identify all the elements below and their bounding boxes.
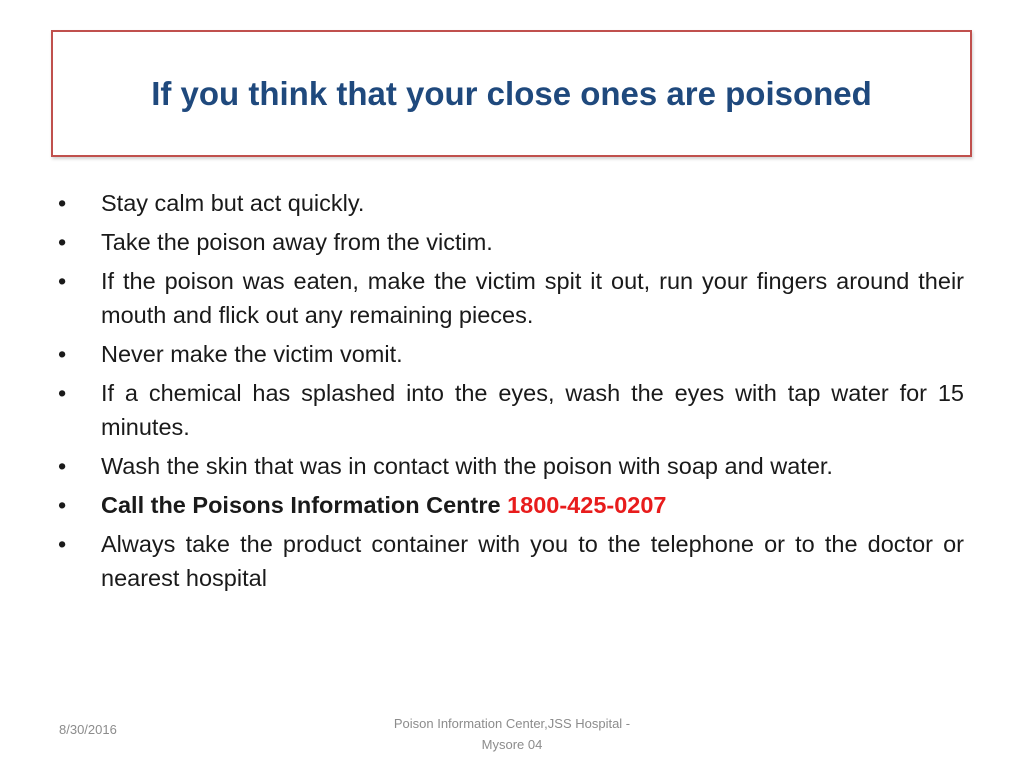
bullet-text: If a chemical has splashed into the eyes, wash the eyes with tap water for 15 minutes. xyxy=(101,380,964,440)
bullet-item xyxy=(58,527,964,595)
bullet-text: Take the poison away from the victim. xyxy=(101,229,493,255)
bullet-item xyxy=(58,186,964,220)
bullet-icon: • xyxy=(58,380,67,406)
bullet-item xyxy=(58,264,964,332)
bullet-icon: • xyxy=(58,229,67,255)
bullet-text: Always take the product container with you to the telephone or to the doctor or nearest hospital xyxy=(101,531,964,591)
bullet-text: If the poison was eaten, make the victim spit it out, run your fingers around their mouth and flick out any remaining pieces. xyxy=(101,268,964,328)
footer-date: 8/30/2016 xyxy=(59,722,117,737)
footer-source xyxy=(352,713,672,755)
bullet-text: Never make the victim vomit. xyxy=(101,341,403,367)
bullet-text: Wash the skin that was in contact with the poison with soap and water. xyxy=(101,453,833,479)
slide-title: If you think that your close ones are poisoned xyxy=(151,74,872,112)
bullet-item-call-centre xyxy=(58,488,964,522)
bullet-icon: • xyxy=(58,341,67,367)
bullet-icon: • xyxy=(58,492,67,518)
bullet-icon: • xyxy=(58,531,67,557)
footer-source-line2: Mysore 04 xyxy=(481,737,543,752)
call-centre-text: Call the Poisons Information Centre xyxy=(101,492,508,518)
footer-source-line1: Poison Information Center,JSS Hospital - xyxy=(393,716,631,731)
bullet-item xyxy=(58,225,964,259)
title-box xyxy=(51,30,972,157)
bullet-icon: • xyxy=(58,190,67,216)
bullet-item xyxy=(58,376,964,444)
bullet-item xyxy=(58,337,964,371)
bullet-text: Stay calm but act quickly. xyxy=(101,190,365,216)
bullet-item xyxy=(58,449,964,483)
bullet-list xyxy=(58,186,964,600)
bullet-icon: • xyxy=(58,268,67,294)
phone-number: 1800-425-0207 xyxy=(507,492,667,518)
bullet-icon: • xyxy=(58,453,67,479)
